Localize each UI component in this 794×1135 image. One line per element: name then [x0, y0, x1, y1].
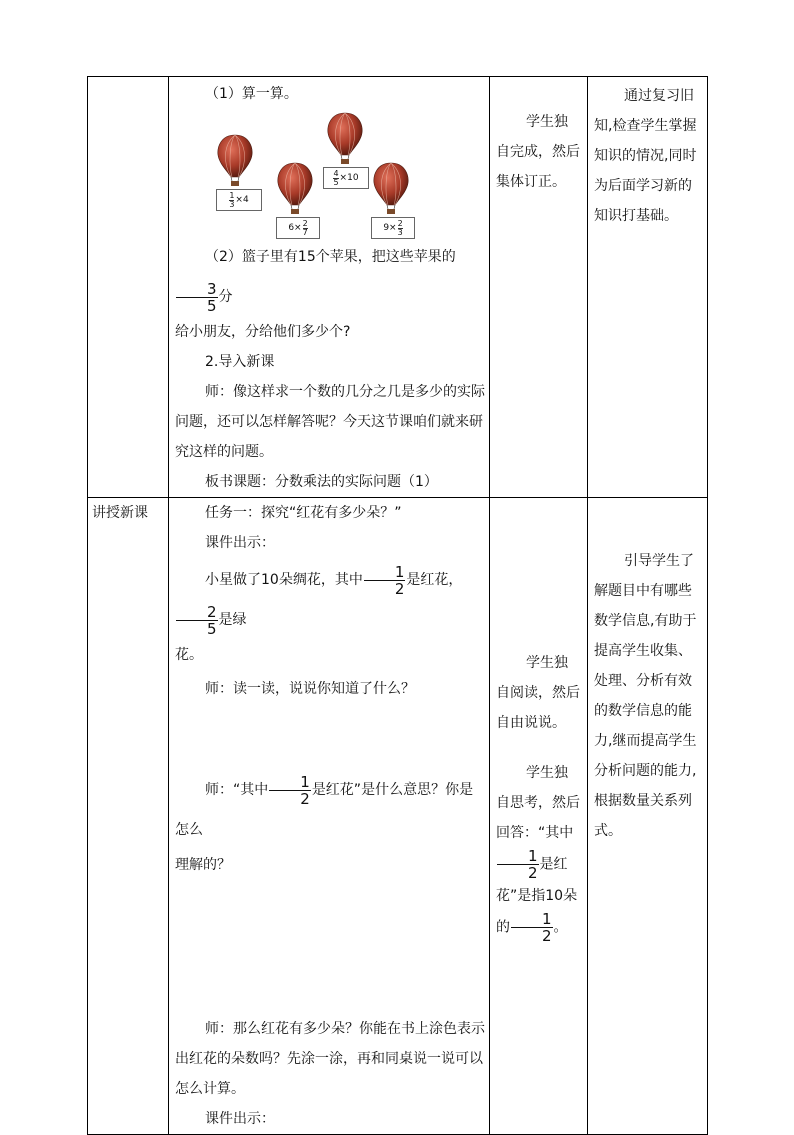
- table-row: [88, 77, 708, 498]
- design-intent-cell: [588, 498, 708, 1135]
- balloon-icon: [217, 133, 253, 187]
- teaching-content-cell: [169, 77, 490, 498]
- lesson-plan-table: [87, 76, 708, 1135]
- teacher-read: 师：读一读，说说你知道了什么？: [205, 681, 415, 697]
- flower-problem: 小星做了10朵绸花，其中 $\frac{1}{2}$ 是红花， $\frac{2}{5}$ 是绿: [175, 560, 485, 640]
- balloon-icon: [277, 161, 313, 215]
- teacher-meaning: 师：“其中 $\frac{1}{2}$ 是红花”是什么意思？你是怎么: [175, 772, 474, 838]
- task-heading: 任务一：探究“红花有多少朵？”: [205, 505, 402, 521]
- table-row: [88, 498, 708, 1135]
- section-cell: [88, 498, 169, 1135]
- student-activity-text: 学生独自完成，然后集体订正。: [496, 114, 580, 190]
- courseware-label-2: 课件出示：: [205, 1111, 275, 1127]
- design-intent-cell: [588, 77, 708, 498]
- student-activity-cell: [490, 77, 588, 498]
- board-title: 板书课题：分数乘法的实际问题（1）: [205, 474, 438, 490]
- design-intent-text: 通过复习旧知,检查学生掌握知识的情况,同时为后面学习新的知识打基础。: [594, 88, 697, 224]
- balloon-tag-3: $\frac{4}{5}$ ×10: [323, 167, 369, 189]
- balloon-icon: [373, 161, 409, 215]
- teacher-intro: 师：像这样求一个数的几分之几是多少的实际问题，还可以怎样解答呢？今天这节课咱们就来研究这样的问题。: [175, 384, 485, 460]
- section-cell-empty: [88, 77, 169, 498]
- balloon-tag-2: 6× $\frac{2}{7}$: [276, 217, 320, 239]
- flower-problem-line2: 花。: [175, 647, 203, 663]
- student-read-text: 学生独自阅读，然后自由说说。: [496, 655, 580, 731]
- apple-question: （2）篮子里有15个苹果，把这些苹果的 $\frac{3}{5}$ 分: [175, 237, 485, 317]
- apple-question-line2: 给小朋友，分给他们多少个?: [175, 324, 351, 340]
- balloon-tag-1: $\frac{1}{3}$ ×4: [216, 189, 262, 211]
- section-label: 讲授新课: [92, 505, 148, 521]
- balloon-icon: [327, 111, 363, 165]
- student-think-text: 学生独自思考，然后回答：“其中 $\frac{1}{2}$ 是红花”是指10朵的 $\frac{1}{2}$ 。: [496, 765, 580, 945]
- intro-heading: 2.导入新课: [205, 354, 275, 370]
- balloon-tag-4: 9× $\frac{2}{3}$: [371, 217, 415, 239]
- teacher-meaning-line2: 理解的？: [175, 857, 231, 873]
- student-activity-cell: [490, 498, 588, 1135]
- courseware-label: 课件出示：: [205, 535, 275, 551]
- balloon-exercises: [175, 109, 485, 237]
- design-intent-text-2: 引导学生了解题目中有哪些数学信息,有助于提高学生收集、处理、分析有效的数学信息的能力,继而提高学生分析问题的能力,根据数量关系列式。: [594, 553, 697, 839]
- teaching-content-cell: [169, 498, 490, 1135]
- teacher-color-question: 师：那么红花有多少朵？你能在书上涂色表示出红花的朵数吗？先涂一涂，再和同桌说一说可以怎么计算。: [175, 1021, 485, 1097]
- calc-heading: （1）算一算。: [205, 86, 298, 102]
